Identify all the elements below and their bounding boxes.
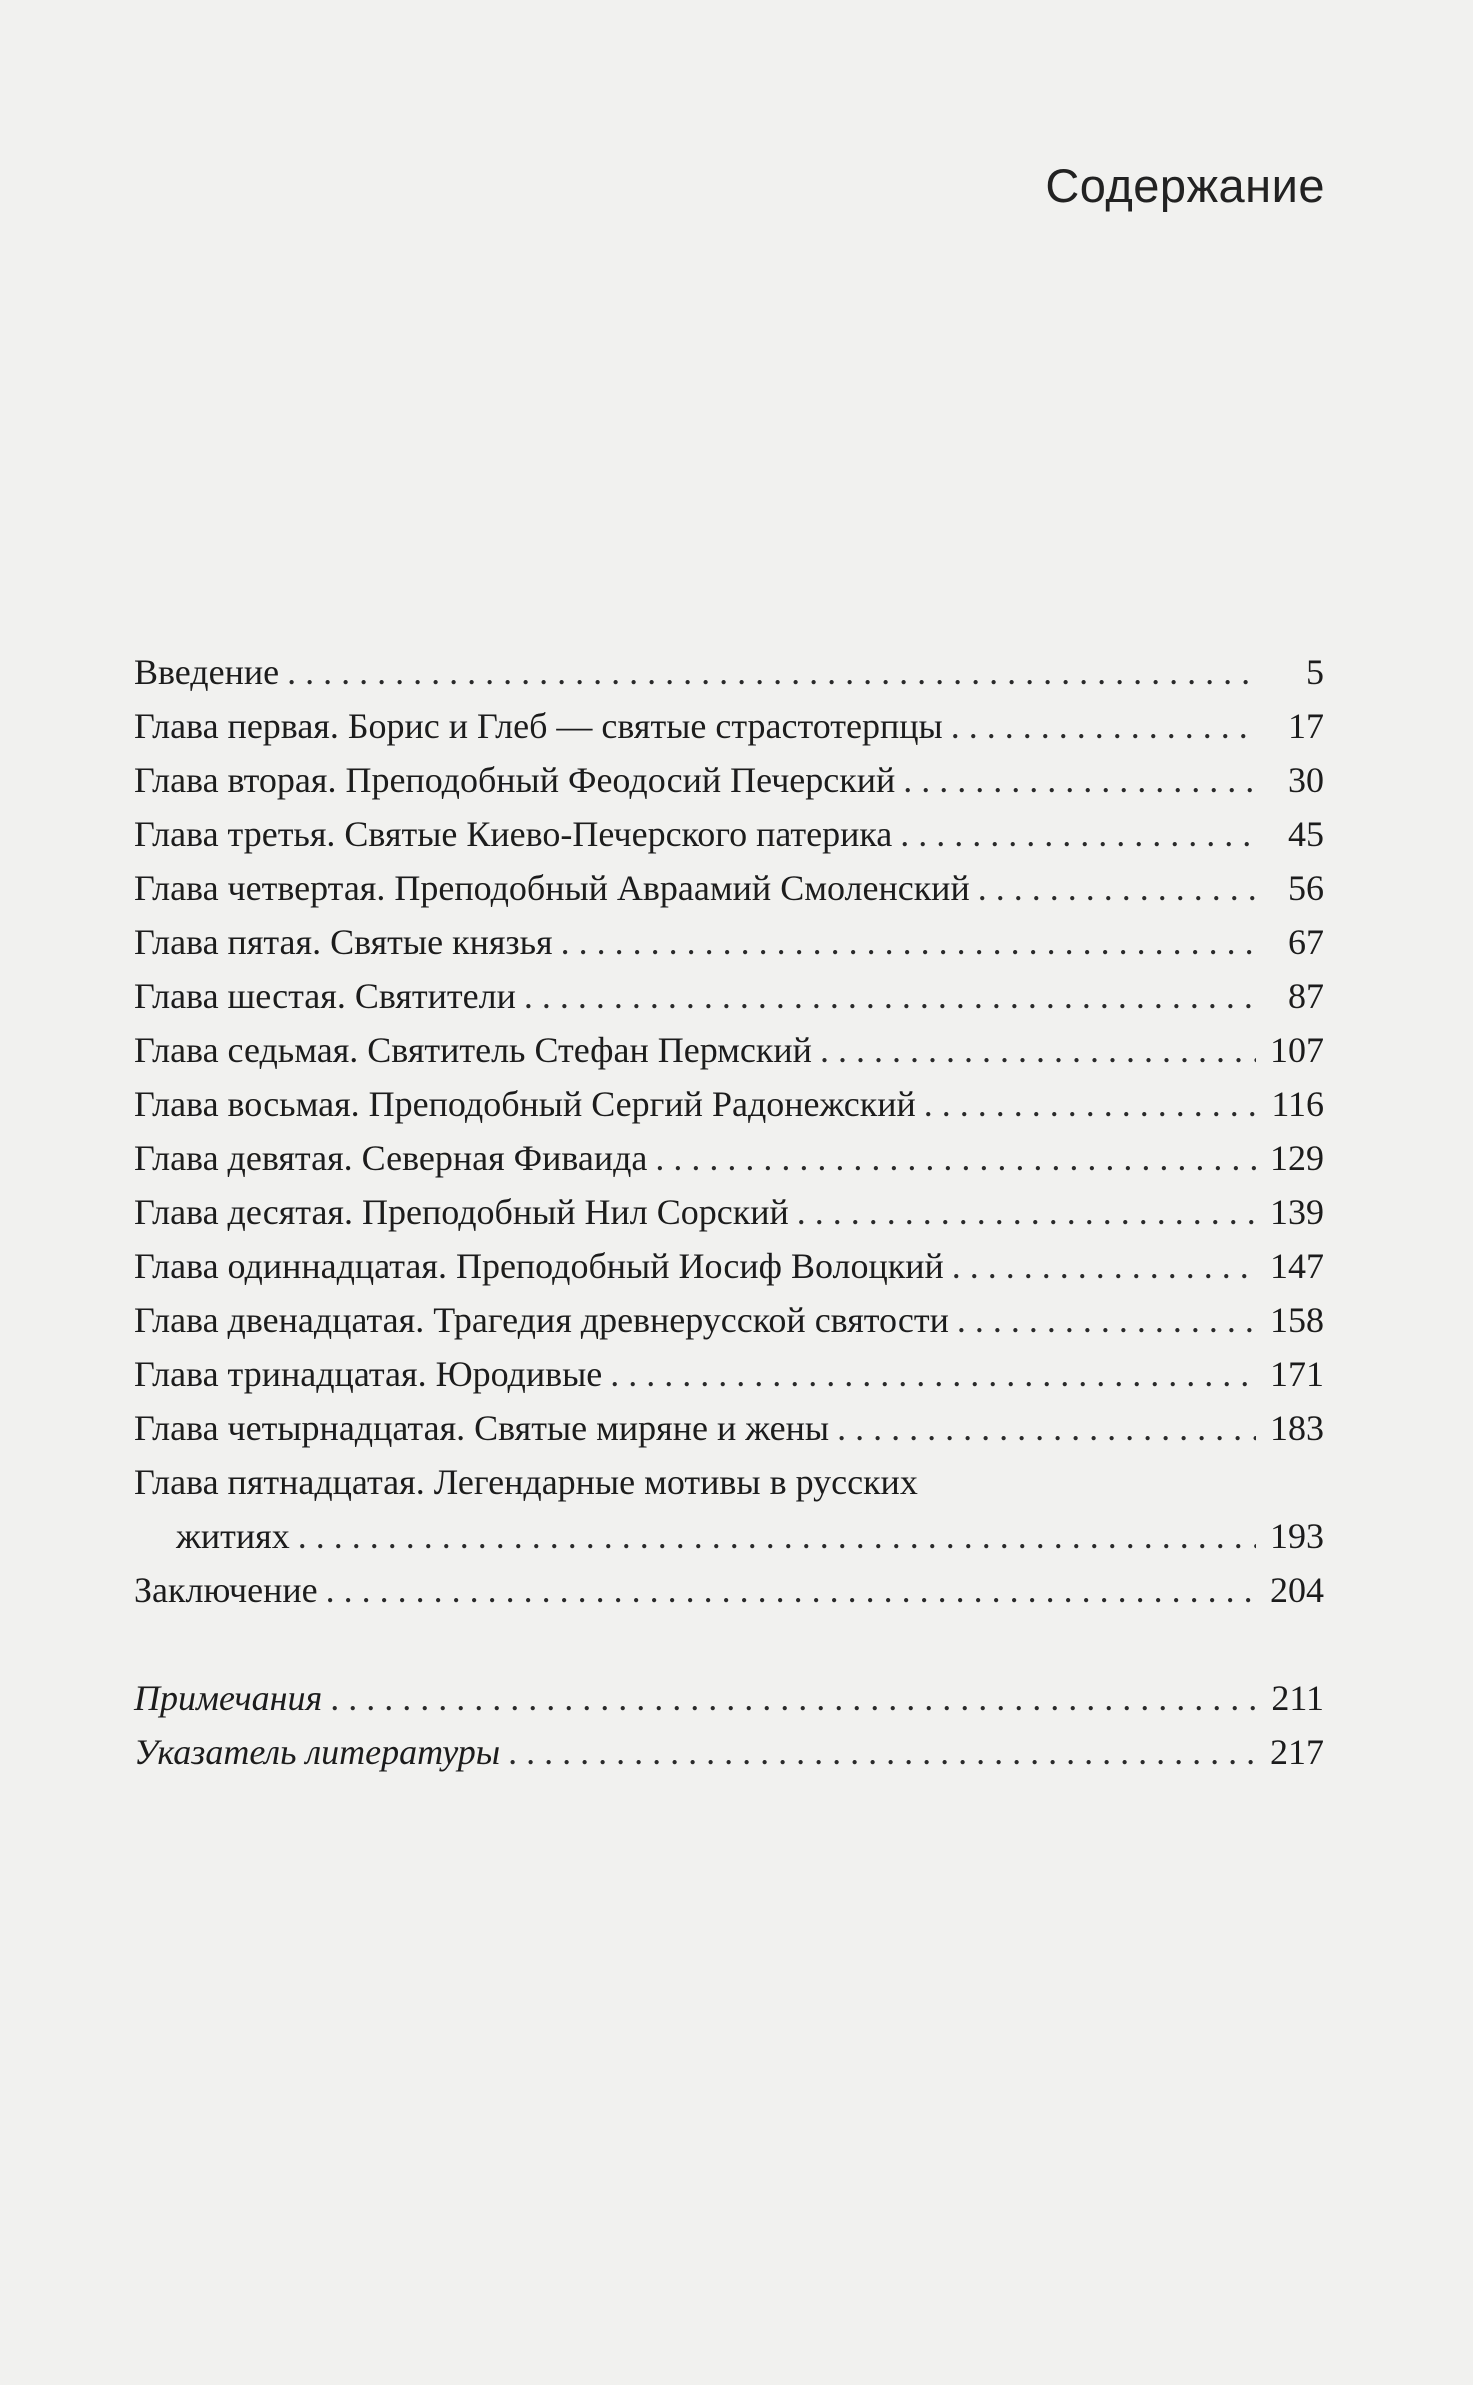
toc-entry-page: 116 xyxy=(1271,1084,1324,1124)
dot-leader xyxy=(610,1347,1256,1401)
dot-leader xyxy=(287,645,1256,699)
toc-entry-page: 107 xyxy=(1270,1030,1324,1070)
dot-leader xyxy=(561,915,1256,969)
toc-entry-title: Введение xyxy=(134,652,280,692)
dot-leader xyxy=(900,807,1256,861)
toc-entry-title: Примечания xyxy=(134,1678,323,1718)
dot-leader xyxy=(524,969,1256,1023)
toc-entry-notes[interactable] xyxy=(134,1671,1324,1725)
toc-entry-page: 171 xyxy=(1270,1354,1324,1394)
toc-entry-chapter-13[interactable] xyxy=(134,1347,1324,1401)
toc-entry-title: Глава одиннадцатая. Преподобный Иосиф Волоцкий xyxy=(134,1246,944,1286)
toc-entry-introduction[interactable] xyxy=(134,645,1324,699)
dot-leader xyxy=(952,1239,1256,1293)
toc-entry-chapter-3[interactable] xyxy=(134,807,1324,861)
toc-entry-conclusion[interactable] xyxy=(134,1563,1324,1617)
toc-entry-page: 204 xyxy=(1270,1570,1324,1610)
toc-entry-title-line-2: житиях xyxy=(176,1516,290,1556)
toc-entry-chapter-4[interactable] xyxy=(134,861,1324,915)
toc-entry-chapter-2[interactable] xyxy=(134,753,1324,807)
dot-leader xyxy=(508,1725,1256,1779)
toc-entry-title: Заключение xyxy=(134,1570,318,1610)
dot-leader xyxy=(797,1185,1256,1239)
toc-entry-page: 193 xyxy=(1270,1516,1324,1556)
toc-entry-title: Указатель литературы xyxy=(134,1732,501,1772)
toc-entry-page: 87 xyxy=(1288,976,1324,1016)
toc-entry-title: Глава двенадцатая. Трагедия древнерусской святости xyxy=(134,1300,949,1340)
toc-entry-title: Глава третья. Святые Киево-Печерского патерика xyxy=(134,814,893,854)
toc-entry-title-line-1: Глава пятнадцатая. Легендарные мотивы в русских xyxy=(134,1462,918,1502)
toc-entry-page: 217 xyxy=(1270,1732,1324,1772)
toc-entry-chapter-12[interactable] xyxy=(134,1293,1324,1347)
toc-entry-page: 5 xyxy=(1306,652,1324,692)
toc-entry-chapter-10[interactable] xyxy=(134,1185,1324,1239)
toc-entry-chapter-1[interactable] xyxy=(134,699,1324,753)
toc-entry-bibliography[interactable] xyxy=(134,1725,1324,1779)
toc-entry-title: Глава тринадцатая. Юродивые xyxy=(134,1354,603,1394)
toc-entry-page: 129 xyxy=(1270,1138,1324,1178)
toc-entry-chapter-15[interactable] xyxy=(134,1455,1324,1563)
contents-heading: Содержание xyxy=(1045,159,1325,212)
toc-entry-title: Глава десятая. Преподобный Нил Сорский xyxy=(134,1192,789,1232)
dot-leader xyxy=(298,1509,1256,1563)
dot-leader xyxy=(978,861,1256,915)
table-of-contents xyxy=(134,645,1324,1779)
toc-entry-chapter-7[interactable] xyxy=(134,1023,1324,1077)
toc-entry-page: 45 xyxy=(1288,814,1324,854)
toc-entry-page: 211 xyxy=(1271,1678,1324,1718)
dot-leader xyxy=(903,753,1256,807)
toc-entry-title: Глава четвертая. Преподобный Авраамий Смоленский xyxy=(134,868,970,908)
dot-leader xyxy=(820,1023,1256,1077)
toc-entry-chapter-14[interactable] xyxy=(134,1401,1324,1455)
toc-entry-page: 56 xyxy=(1288,868,1324,908)
dot-leader xyxy=(837,1401,1256,1455)
dot-leader xyxy=(655,1131,1256,1185)
toc-entry-chapter-11[interactable] xyxy=(134,1239,1324,1293)
toc-entry-title: Глава четырнадцатая. Святые миряне и жены xyxy=(134,1408,830,1448)
toc-entry-page: 67 xyxy=(1288,922,1324,962)
toc-entry-chapter-5[interactable] xyxy=(134,915,1324,969)
toc-entry-title: Глава седьмая. Святитель Стефан Пермский xyxy=(134,1030,812,1070)
toc-entry-title: Глава шестая. Святители xyxy=(134,976,516,1016)
dot-leader xyxy=(330,1671,1256,1725)
toc-entry-title: Глава вторая. Преподобный Феодосий Печерский xyxy=(134,760,896,800)
toc-entry-title: Глава пятая. Святые князья xyxy=(134,922,553,962)
toc-entry-page: 183 xyxy=(1270,1408,1324,1448)
toc-entry-page: 139 xyxy=(1270,1192,1324,1232)
toc-entry-page: 147 xyxy=(1270,1246,1324,1286)
toc-entry-page: 158 xyxy=(1270,1300,1324,1340)
dot-leader xyxy=(957,1293,1256,1347)
dot-leader xyxy=(924,1077,1256,1131)
dot-leader xyxy=(951,699,1256,753)
toc-entry-title: Глава восьмая. Преподобный Сергий Радонежский xyxy=(134,1084,916,1124)
toc-entry-chapter-6[interactable] xyxy=(134,969,1324,1023)
toc-entry-page: 17 xyxy=(1288,706,1324,746)
toc-entry-page: 30 xyxy=(1288,760,1324,800)
dot-leader xyxy=(326,1563,1256,1617)
toc-entry-chapter-9[interactable] xyxy=(134,1131,1324,1185)
toc-entry-chapter-8[interactable] xyxy=(134,1077,1324,1131)
toc-entry-title: Глава девятая. Северная Фиваида xyxy=(134,1138,648,1178)
toc-entry-title: Глава первая. Борис и Глеб — святые страстотерпцы xyxy=(134,706,943,746)
